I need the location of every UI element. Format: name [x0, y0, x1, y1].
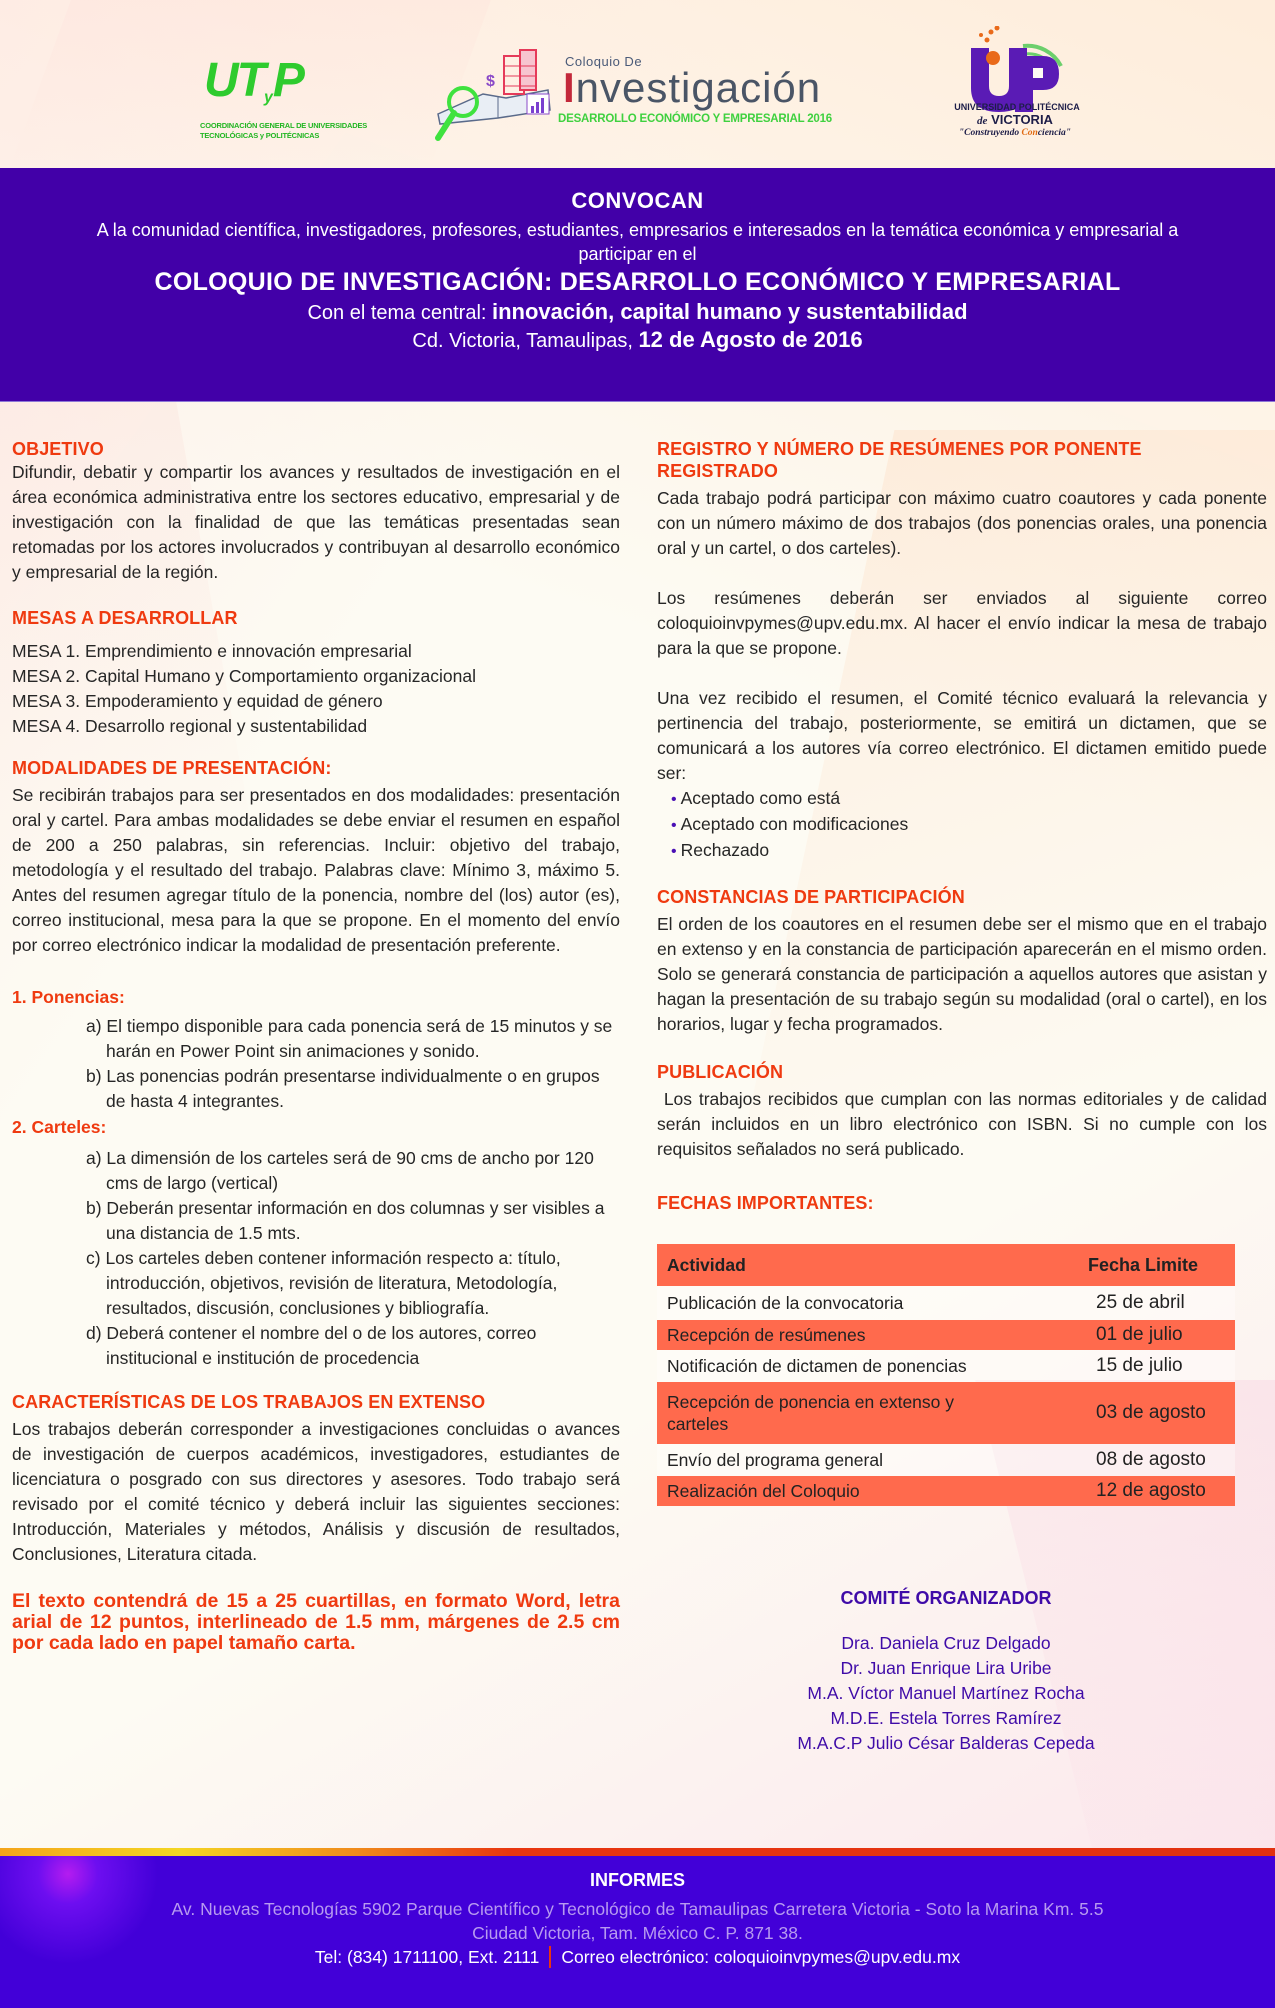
registro-heading: REGISTRO Y NÚMERO DE RESÚMENES POR PONENTE REGISTRADO: [657, 439, 1142, 481]
slogan-part: ciencia": [1037, 128, 1072, 138]
utp-mark-text: UT: [204, 54, 264, 107]
carteles-item: c) Los carteles deben contener información respecto a: título, introducción, objetivos, revisión de literatura, Metodología, resultados, discusión, conclusiones y bibliografía.: [86, 1248, 561, 1318]
place-label: Cd. Victoria, Tamaulipas,: [412, 330, 639, 352]
table-row: [657, 1286, 1235, 1320]
actividad-cell: Notificación de dictamen de ponencias: [667, 1355, 967, 1376]
bullet-dot-icon: •: [671, 817, 677, 834]
theme-label: Con el tema central:: [307, 302, 492, 324]
svg-text:$: $: [486, 73, 495, 90]
ponencias-heading: 1. Ponencias:: [12, 987, 125, 1007]
table-row: [657, 1476, 1235, 1506]
registro-text-1: Cada trabajo podrá participar con máximo cuatro coautores y cada ponente con un número máximo de dos trabajos (dos ponencias orales, una ponencia oral y un cartel, o dos carteles).: [657, 488, 1267, 558]
mesa-item: MESA 2. Capital Humano y Comportamiento organizacional: [12, 666, 476, 686]
fecha-cell: 15 de julio: [1096, 1355, 1183, 1376]
coloquio-logo-wordmark: [563, 64, 821, 112]
mesa-item: MESA 1. Emprendimiento e innovación empresarial: [12, 641, 412, 661]
banner-convocan: CONVOCAN: [571, 188, 704, 213]
dictamen-option: [671, 838, 1267, 864]
upv-de: de: [977, 115, 988, 127]
objetivo-text: Difundir, debatir y compartir los avances y resultados de investigación en el área económica administrativa entre los sectores educativo, empresarial y de investigación con la finalidad de que las temáticas presentadas sean retomadas por los actores involucrados y contribuyan al desarrollo económico y empresarial de la región.: [12, 462, 620, 582]
publicacion-text: Los trabajos recibidos que cumplan con las normas editoriales y de calidad serán incluidos en un libro electrónico con ISBN. Si no cumple con los requisitos señalados no será publicado.: [657, 1089, 1272, 1159]
banner-place-date: [0, 327, 1275, 353]
fechas-heading: FECHAS IMPORTANTES:: [657, 1193, 874, 1213]
footer-heading: INFORMES: [589, 1870, 685, 1890]
registro-text-2: Los resúmenes deberán ser enviados al siguiente correo coloquioinvpymes@upv.edu.mx. Al hacer el envío indicar la mesa de trabajo para la que se propone.: [657, 588, 1267, 658]
upv-logo-victoria: [935, 112, 1095, 127]
committee-member: M.A.C.P Julio César Balderas Cepeda: [797, 1733, 1095, 1753]
utp-logo: [200, 54, 368, 140]
dictamen-option-text: Rechazado: [680, 840, 770, 860]
committee-member: M.D.E. Estela Torres Ramírez: [830, 1708, 1062, 1728]
carteles-heading: 2. Carteles:: [12, 1117, 107, 1137]
fecha-cell: 03 de agosto: [1096, 1402, 1206, 1423]
table-row: [657, 1444, 1235, 1476]
right-column: [657, 438, 1272, 1756]
upv-logo-slogan: [935, 128, 1095, 138]
banner-event-title: COLOQUIO DE INVESTIGACIÓN: DESARROLLO ECONÓMICO Y EMPRESARIAL: [154, 268, 1121, 296]
dictamen-option-text: Aceptado con modificaciones: [680, 814, 909, 834]
coloquio-logo: [428, 46, 848, 146]
objetivo-heading: OBJETIVO: [12, 439, 104, 459]
important-dates-table: [657, 1244, 1235, 1506]
constancias-text: El orden de los coautores en el resumen debe ser el mismo que en el trabajo en extenso y en la constancia de participación aparecerán en el mismo orden. Solo se generará constancia de participación a aquellos autores que asistan y hagan la presentación de su trabajo según su modalidad (oral o cartel), en los horarios, lugar y fecha programados.: [657, 914, 1267, 1034]
utp-mark-p: P: [272, 54, 303, 107]
registro-text-3: Una vez recibido el resumen, el Comité técnico evaluará la relevancia y pertinencia del trabajo, posteriormente, se emitirá un dictamen, que se comunicará a los autores vía correo electrónico. El dictamen emitido puede ser:: [657, 688, 1267, 783]
footer-address-line1: Av. Nuevas Tecnologías 5902 Parque Científico y Tecnológico de Tamaulipas Carretera Victoria - Soto la Marina Km. 5.5: [171, 1899, 1104, 1919]
dictamen-option-text: Aceptado como está: [680, 788, 841, 808]
book-magnifier-buildings-icon: [428, 46, 558, 146]
bullet-dot-icon: •: [671, 791, 677, 808]
theme-value: innovación, capital humano y sustentabilidad: [492, 299, 968, 324]
format-requirements-note: El texto contendrá de 15 a 25 cuartillas, en formato Word, letra arial de 12 puntos, interlineado de 1.5 mm, márgenes de 2.5 cm por cada lado en papel tamaño carta.: [12, 1590, 620, 1654]
banner-theme: [0, 299, 1275, 325]
committee-member: Dra. Daniela Cruz Delgado: [841, 1633, 1051, 1653]
committee-heading: COMITÉ ORGANIZADOR: [840, 1588, 1052, 1608]
mesas-heading: MESAS A DESARROLLAR: [12, 608, 238, 628]
upv-logo-name: UNIVERSIDAD POLITÉCNICA: [954, 102, 1080, 112]
table-row: [657, 1350, 1235, 1382]
utp-logo-mark: [200, 54, 335, 121]
committee-member: Dr. Juan Enrique Lira Uribe: [840, 1658, 1052, 1678]
footer-email[interactable]: Correo electrónico: coloquioinvpymes@upv.edu.mx: [561, 1947, 961, 1967]
actividad-cell: Realización del Coloquio: [667, 1480, 860, 1501]
informes-footer: [0, 1856, 1275, 2008]
coloquio-logo-small: Coloquio De: [565, 54, 643, 69]
footer-accent-stripe: [0, 1848, 1275, 1856]
carteles-item: b) Deberán presentar información en dos columnas y ser visibles a una distancia de 1.5 mts.: [86, 1198, 605, 1243]
carteles-item: a) La dimensión de los carteles será de 90 cms de ancho por 120 cms de largo (vertical): [86, 1148, 594, 1193]
utp-mark-y: y: [263, 89, 273, 106]
carteles-item: d) Deberá contener el nombre del o de los autores, correo institucional e institución de procedencia: [86, 1323, 537, 1368]
mesa-item: MESA 4. Desarrollo regional y sustentabilidad: [12, 716, 368, 736]
convocan-banner: [0, 168, 1275, 402]
utp-logo-line2: TECNOLÓGICAS y POLITÉCNICAS: [200, 131, 320, 140]
fecha-cell: 25 de abril: [1096, 1292, 1185, 1313]
committee-names: [657, 1631, 1235, 1756]
event-date: 12 de Agosto de 2016: [638, 327, 863, 352]
ponencias-list: [86, 1014, 620, 1114]
table-row: [657, 1320, 1235, 1350]
mesa-item: MESA 3. Empoderamiento y equidad de género: [12, 691, 383, 711]
logo-header: [0, 0, 1275, 168]
extenso-heading: CARACTERÍSTICAS DE LOS TRABAJOS EN EXTENSO: [12, 1392, 486, 1412]
upv-victoria-text: VICTORIA: [991, 112, 1053, 127]
organizing-committee: [657, 1588, 1235, 1756]
ponencias-item: a) El tiempo disponible para cada ponencia será de 15 minutos y se harán en Power Point sin animaciones y sonido.: [86, 1016, 613, 1061]
extenso-text: Los trabajos deberán corresponder a investigaciones concluidas o avances de investigación de cuerpos académicos, investigadores, estudiantes de licenciatura o posgrado con sus directores y asesores. Todo trabajo será revisado por el comité técnico y deberá incluir las siguientes secciones: Introducción, Materiales y métodos, Análisis y discusión de resultados, Conclusiones, Literatura citada.: [12, 1419, 620, 1564]
footer-contact: [0, 1945, 1275, 1969]
upv-logo: [935, 14, 1095, 146]
modalidades-text: Se recibirán trabajos para ser presentados en dos modalidades: presentación oral y cartel. Para ambas modalidades se debe enviar el resumen en español de 200 a 250 palabras, sin referencias. Incluir: objetivo del trabajo, metodología y el resultado del trabajo. Palabras clave: Mínimo 3, máximo 5. Antes del resumen agregar título de la ponencia, nombre del (los) autor (es), correo institucional, mesa para la que se propone. En el momento del envío por correo electrónico indicar la modalidad de presentación preferente.: [12, 785, 620, 955]
table-header-row: [657, 1244, 1235, 1286]
actividad-cell: Recepción de resúmenes: [667, 1324, 866, 1345]
actividad-cell: Recepción de ponencia en extenso y carteles: [667, 1392, 955, 1434]
table-row: [657, 1382, 1235, 1444]
carteles-list: [86, 1146, 620, 1371]
footer-address-line2: Ciudad Victoria, Tam. México C. P. 871 38.: [472, 1923, 803, 1943]
publicacion-heading: PUBLICACIÓN: [657, 1062, 784, 1082]
dictamen-option: [671, 786, 1267, 812]
slogan-part-highlight: Con: [1021, 128, 1038, 138]
fecha-cell: 12 de agosto: [1096, 1480, 1206, 1501]
upv-logo-mark: [963, 26, 1063, 114]
bullet-dot-icon: •: [671, 843, 677, 860]
slogan-part: "Construyendo: [958, 128, 1022, 138]
column-header-fecha: Fecha Limite: [1088, 1254, 1199, 1275]
left-column: [12, 438, 620, 1654]
fecha-cell: 01 de julio: [1096, 1324, 1183, 1345]
actividad-cell: Envío del programa general: [667, 1449, 883, 1470]
utp-logo-line1: COORDINACIÓN GENERAL DE UNIVERSIDADES: [200, 121, 368, 130]
dictamen-option: [671, 812, 1267, 838]
wordmark-rest: nvestigación: [575, 64, 822, 111]
banner-intro: A la comunidad científica, investigadores, profesores, estudiantes, empresarios e interesados en la temática económica y empresarial a participar en el: [96, 220, 1179, 264]
dictamen-options: [671, 786, 1267, 864]
actividad-cell: Publicación de la convocatoria: [667, 1292, 904, 1313]
footer-separator: [549, 1946, 551, 1968]
ponencias-item: b) Las ponencias podrán presentarse individualmente o en grupos de hasta 4 integrantes.: [86, 1066, 600, 1111]
fecha-cell: 08 de agosto: [1096, 1449, 1206, 1470]
constancias-heading: CONSTANCIAS DE PARTICIPACIÓN: [657, 887, 965, 907]
footer-phone: Tel: (834) 1711100, Ext. 2111: [314, 1947, 540, 1967]
modalidades-heading: MODALIDADES DE PRESENTACIÓN:: [12, 758, 332, 778]
wordmark-initial: I: [563, 64, 576, 111]
coloquio-logo-tagline: DESARROLLO ECONÓMICO Y EMPRESARIAL 2016: [558, 113, 833, 125]
committee-member: M.A. Víctor Manuel Martínez Rocha: [807, 1683, 1085, 1703]
column-header-actividad: Actividad: [667, 1254, 746, 1275]
mesas-list: [12, 639, 620, 739]
